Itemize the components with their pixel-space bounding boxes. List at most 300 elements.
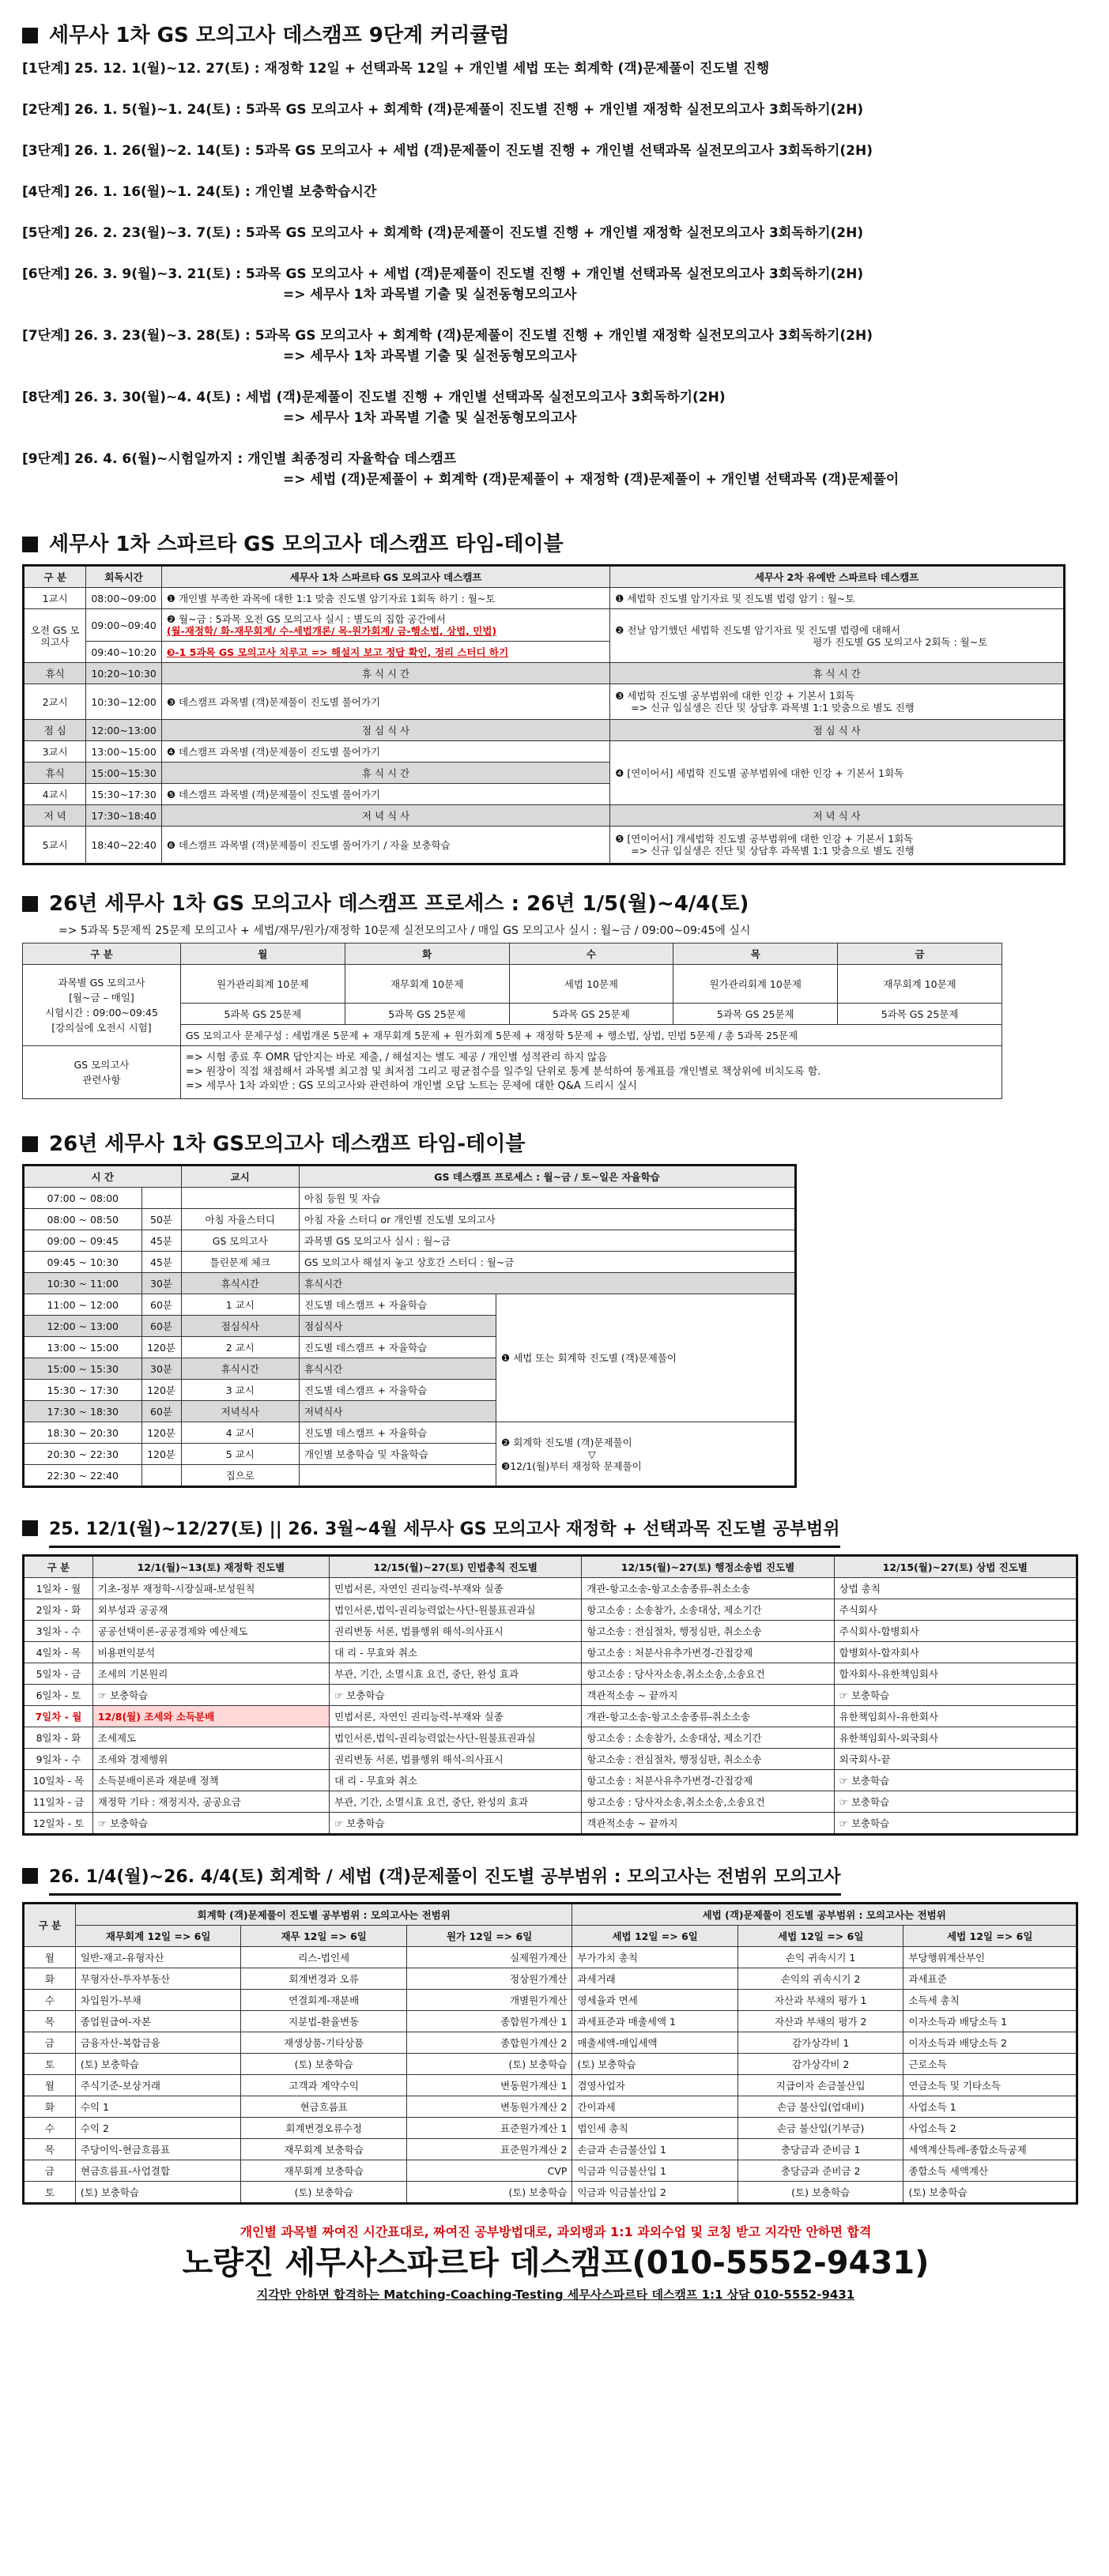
s6-cell: 정상원가계산 (406, 1968, 572, 1990)
s5-cell: 민법서론, 자연인 권리능력-부재와 실종 (330, 1706, 582, 1727)
square-bullet-icon (22, 1868, 38, 1884)
curriculum-stage (22, 182, 1089, 202)
s6-cell: 수 (24, 2118, 76, 2139)
timetable1-heading (22, 531, 1089, 558)
s6-cell: 매출세액-매입세액 (572, 2032, 738, 2054)
pt-cell: 재무회계 10문제 (345, 965, 509, 1004)
gs-cell: 저녁식사 (299, 1401, 496, 1422)
s6-cell: 일반-재고-유형자산 (75, 1947, 241, 1968)
s6-cell: 과세표준 (903, 1968, 1077, 1990)
gs-cell: 아침 자율 스터디 or 개인별 진도별 모의고사 (299, 1209, 795, 1230)
s6-cell: 종합소득 세액계산 (903, 2160, 1077, 2182)
table-row (24, 2096, 1077, 2118)
t1-h3: 세무사 2차 유예반 스파르타 데스캠프 (610, 566, 1065, 588)
t1-line: 평가 진도별 GS 모의고사 2회독 : 월~토 (813, 635, 988, 648)
t1-cell: 1교시 (24, 588, 86, 609)
s6-cell: 변동원가계산 1 (406, 2075, 572, 2096)
scope2-table (22, 1902, 1078, 2205)
t1-cell (610, 684, 1065, 720)
process-title: 26년 세무사 1차 GS 모의고사 데스캠프 프로세스 : 26년 1/5(월)~4/4(토) (49, 892, 749, 916)
gs-cell: 17:30 ~ 18:30 (24, 1401, 142, 1422)
t1-cell: ❶ 개인별 부족한 과목에 대한 1:1 맞춤 진도별 암기자료 1회독 하기 : 월~토 (161, 588, 609, 609)
s5-cell: ☞ 보충학습 (834, 1791, 1077, 1813)
t1-cell: 휴식 (24, 763, 86, 784)
s6-cell: (토) 보충학습 (406, 2054, 572, 2075)
s5-cell: 부관, 기간, 소멸시효 요건, 중단, 완성의 효과 (330, 1791, 582, 1813)
s5-cell: 주식회사-합병회사 (834, 1621, 1077, 1642)
s6-cell: 사업소득 2 (903, 2118, 1077, 2139)
pt-cell: 원가관리회계 10문제 (180, 965, 345, 1004)
gs-cell: 120분 (141, 1444, 181, 1465)
gs-cell: 45분 (141, 1230, 181, 1252)
s5-cell: 1일차 - 월 (24, 1578, 93, 1599)
gs-cell: 08:00 ~ 08:50 (24, 1209, 142, 1230)
s6-cell: 차입원가-부채 (75, 1990, 241, 2011)
s6-cell: 충당금과 준비금 1 (737, 2139, 903, 2160)
t1-cell: 15:30~17:30 (86, 784, 162, 805)
pt-h: 수 (509, 943, 673, 965)
t1-cell (610, 609, 1065, 663)
s5-cell: 비용편익분석 (92, 1642, 329, 1663)
s5-h: 12/15(월)~27(토) 행정소송법 진도별 (582, 1556, 834, 1578)
s5-cell: 대 리 - 무효와 취소 (330, 1770, 582, 1791)
s5-cell: ☞ 보충학습 (92, 1685, 329, 1706)
t1-cell: 17:30~18:40 (86, 805, 162, 827)
s6-cell: 변동원가계산 2 (406, 2096, 572, 2118)
s6-cell: 부가가치 총칙 (572, 1947, 738, 1968)
footer-red-line: 개인별 과목별 짜여진 시간표대로, 짜여진 공부방법대로, 과외뱅과 1:1 과외수업 및 코칭 받고 지각만 안하면 합격 (240, 2224, 872, 2239)
curriculum-stage (22, 449, 1089, 490)
gs-cell: 12:00 ~ 13:00 (24, 1316, 142, 1337)
table-row (24, 1230, 796, 1252)
pt-notes (180, 1046, 1001, 1099)
s5-cell: 조세와 경제행위 (92, 1749, 329, 1770)
table-row (24, 1947, 1077, 1968)
s5-cell: 외부성과 공공재 (92, 1599, 329, 1621)
s5-cell: 개관-항고소송-항고소송종류-취소소송 (582, 1706, 834, 1727)
t1-cell: ❸ 데스캠프 과목별 (객)문제풀이 진도별 풀어가기 (161, 684, 609, 720)
s6-cell: 회계변경과 오류 (241, 1968, 407, 1990)
s6-cell: 과세표준과 매출세액 1 (572, 2011, 738, 2032)
pt-cell: 세법 10문제 (509, 965, 673, 1004)
table-row (24, 2054, 1077, 2075)
gs-side-line: ❸12/1(월)부터 재정학 문제풀이 (501, 1459, 642, 1472)
s5-cell: 2일차 - 화 (24, 1599, 93, 1621)
t1-cell: 오전 GS 모의고사 (24, 609, 86, 663)
gs-cell: 휴식시간 (181, 1358, 299, 1380)
gs-cell: 진도별 데스캠프 + 자율학습 (299, 1337, 496, 1358)
t1-cell: 09:40~10:20 (86, 642, 162, 663)
s6-cell: 자산과 부채의 평가 2 (737, 2011, 903, 2032)
s6-sub: 세법 12일 => 6일 (903, 1926, 1077, 1947)
t1-cell: 휴식 (24, 663, 86, 684)
s6-cell: 손익의 귀속시기 2 (737, 1968, 903, 1990)
s6-cell: 주식기준-보상거래 (75, 2075, 241, 2096)
t1-line-red: (월-재정학/ 화-재무회계/ 수-세법개론/ 목-원가회계/ 금-행소법, 상법, 민법) (166, 625, 497, 637)
table-row (24, 2075, 1077, 2096)
gs-cell: 휴식시간 (299, 1358, 496, 1380)
t1-line: ❷ 전날 암기했던 세법학 진도별 암기자료 및 진도별 법령에 대해서 (615, 623, 901, 636)
s5-cell: 유한책임회사-외국회사 (834, 1727, 1077, 1749)
s5-cell: 조세제도 (92, 1727, 329, 1749)
gs-cell: 집으로 (181, 1465, 299, 1487)
footer-bottom-line: 지각만 안하면 합격하는 Matching-Coaching-Testing 세무사스파르타 데스캠프 1:1 상담 010-5552-9431 (256, 2288, 855, 2302)
t1-line: ❷ 월~금 : 5과목 오전 GS 모의고사 실시 : 별도의 집합 공간에서 (166, 613, 446, 625)
table-row (24, 1663, 1077, 1685)
scope2-title: 26. 1/4(월)~26. 4/4(토) 회계학 / 세법 (객)문제풀이 진도별 공부범위 : 모의고사는 전범위 모의고사 (49, 1864, 841, 1896)
gs-cell: 아침 자율스터디 (181, 1209, 299, 1230)
table-row (24, 1727, 1077, 1749)
t1-cell: 18:40~22:40 (86, 827, 162, 864)
s6-cell: 이자소득과 배당소득 2 (903, 2032, 1077, 2054)
pt-h: 구 분 (23, 943, 181, 965)
t1-cell: ❹ [연이어서] 세법학 진도별 공부범위에 대한 인강 + 기본서 1회독 (610, 741, 1065, 805)
pt-h: 화 (345, 943, 509, 965)
gs-cell: 22:30 ~ 22:40 (24, 1465, 142, 1487)
table-row (24, 1642, 1077, 1663)
curriculum-stage (22, 141, 1089, 161)
gs-cell: 저녁식사 (181, 1401, 299, 1422)
gs-cell: 60분 (141, 1401, 181, 1422)
gs-cell: 휴식시간 (299, 1273, 795, 1294)
s6-cell: 목 (24, 2139, 76, 2160)
t1-line: => 신규 입실생은 진단 및 상담후 과목별 1:1 맞춤으로 별도 진행 (631, 845, 915, 857)
s5-cell: 부관, 기간, 소멸시효 요건, 중단, 완성 효과 (330, 1663, 582, 1685)
t1-cell: 15:00~15:30 (86, 763, 162, 784)
s6-cell: 리스-법인세 (241, 1947, 407, 1968)
pt-cell: 5과목 GS 25문제 (180, 1004, 345, 1025)
table-row (24, 1990, 1077, 2011)
s6-cell: (토) 보충학습 (241, 2182, 407, 2204)
s6-cell: 근로소득 (903, 2054, 1077, 2075)
s5-cell: 항고소송 : 처분사유추가변경-간접강제 (582, 1770, 834, 1791)
t1-cell: 점 심 (24, 720, 86, 741)
s5-cell: ☞ 보충학습 (330, 1813, 582, 1835)
table-row (24, 2032, 1077, 2054)
t1-cell: 점 심 식 사 (161, 720, 609, 741)
t1-cell: 2교시 (24, 684, 86, 720)
t1-cell: ❸-1 5과목 GS 모의고사 치루고 => 해설지 보고 정답 확인, 정리 스터디 하기 (161, 642, 609, 663)
s5-cell: 5일차 - 금 (24, 1663, 93, 1685)
gs-cell: 30분 (141, 1273, 181, 1294)
gs-cell (141, 1188, 181, 1209)
s6-cell: 법인세 총칙 (572, 2118, 738, 2139)
scope2-heading (22, 1864, 1089, 1896)
pt-label-line: 관련사항 (82, 1074, 121, 1086)
s6-group: 회계학 (객)문제풀이 진도별 공부범위 : 모의고사는 전범위 (75, 1904, 572, 1926)
table-row (24, 2139, 1077, 2160)
t1-cell: 08:00~09:00 (86, 588, 162, 609)
gs-cell: 120분 (141, 1380, 181, 1401)
gs-cell: 60분 (141, 1316, 181, 1337)
table-row (24, 2118, 1077, 2139)
table-row (24, 1422, 796, 1444)
stage-subline: => 세법 (객)문제풀이 + 회계학 (객)문제풀이 + 재정학 (객)문제풀이 + 개인별 선택과목 (객)문제풀이 (283, 472, 900, 488)
timetable1 (22, 564, 1066, 865)
gs-cell: 30분 (141, 1358, 181, 1380)
gs-cell: 점심식사 (181, 1316, 299, 1337)
s5-cell: 소득분배이론과 재분배 정책 (92, 1770, 329, 1791)
s6-cell: 금 (24, 2032, 76, 2054)
scope1-body (24, 1578, 1077, 1835)
pt-cell: 5과목 GS 25문제 (838, 1004, 1002, 1025)
process-heading (22, 891, 1089, 917)
square-bullet-icon (22, 1136, 38, 1152)
s5-h: 12/15(월)~27(토) 민법총칙 진도별 (330, 1556, 582, 1578)
s5-cell: 항고소송 : 처분사유추가변경-간접강제 (582, 1642, 834, 1663)
gs-cell: 60분 (141, 1294, 181, 1316)
table-row (24, 1791, 1077, 1813)
t1-cell: 휴 식 시 간 (161, 763, 609, 784)
s6-cell: 자산과 부채의 평가 1 (737, 1990, 903, 2011)
s6-cell: 지급이자 손금불산입 (737, 2075, 903, 2096)
s5-h: 구 분 (24, 1556, 93, 1578)
s6-cell: (토) 보충학습 (737, 2182, 903, 2204)
s5-cell: 9일차 - 수 (24, 1749, 93, 1770)
s5-cell: 4일차 - 목 (24, 1642, 93, 1663)
pt-label-line: [월~금 – 매일] (69, 992, 134, 1004)
s5-cell: 기초-정부 재정학-시장실패-보성원칙 (92, 1578, 329, 1599)
gs-cell (181, 1188, 299, 1209)
t1-cell: 휴 식 시 간 (161, 663, 609, 684)
t1-line: ❸ 세법학 진도별 공부범위에 대한 인강 + 기본서 1회독 (615, 690, 855, 702)
stage-line: [7단계] 26. 3. 23(월)~3. 28(토) : 5과목 GS 모의고사 + 회계학 (객)문제풀이 진도별 진행 + 개인별 재정학 실전모의고사 3회독하기(2H) (22, 328, 873, 344)
s6-cell: 감가상각비 2 (737, 2054, 903, 2075)
gs-cell: 진도별 데스캠프 + 자율학습 (299, 1294, 496, 1316)
square-bullet-icon (22, 896, 38, 912)
s6-cell: 월 (24, 1947, 76, 1968)
s5-cell: 법인서론,법익-권리능력없는사단-원불표권과실 (330, 1727, 582, 1749)
s6-cell: 겸영사업자 (572, 2075, 738, 2096)
t1-cell: 저 녁 식 사 (610, 805, 1065, 827)
pt-cell: 5과목 GS 25문제 (345, 1004, 509, 1025)
curriculum-stages (22, 58, 1089, 490)
s6-cell: 화 (24, 2096, 76, 2118)
stage-line: [5단계] 26. 2. 23(월)~3. 7(토) : 5과목 GS 모의고사 + 회계학 (객)문제풀이 진도별 진행 + 개인별 재정학 실전모의고사 3회독하기(2H) (22, 225, 864, 241)
stage-subline: => 세무사 1차 과목별 기출 및 실전동형모의고사 (283, 410, 577, 426)
s6-cell: 종업원급여-자본 (75, 2011, 241, 2032)
gs-cell: 5 교시 (181, 1444, 299, 1465)
s6-cell: (토) 보충학습 (241, 2054, 407, 2075)
s5-cell: 3일차 - 수 (24, 1621, 93, 1642)
s5-cell: 공공선택이론-공공경제와 예산제도 (92, 1621, 329, 1642)
s6-cell: 현금흐름표-사업결합 (75, 2160, 241, 2182)
gs-cell: 45분 (141, 1252, 181, 1273)
footer-title: 노량진 세무사스파르타 데스캠프(010-5552-9431) (182, 2245, 930, 2281)
pt-cell: 재무회계 10문제 (838, 965, 1002, 1004)
gs-cell: GS 모의고사 해설지 놓고 상호간 스터디 : 월~금 (299, 1252, 795, 1273)
gs-cell: 15:30 ~ 17:30 (24, 1380, 142, 1401)
table-row (24, 1749, 1077, 1770)
t1-h1: 회독시간 (86, 566, 162, 588)
gs-cell: 15:00 ~ 15:30 (24, 1358, 142, 1380)
process-subtitle: => 5과목 5문제씩 25문제 모의고사 + 세법/재무/원가/재정학 10문제 실전모의고사 / 매일 GS 모의고사 실시 : 월~금 / 09:00~09:45에 실시 (58, 925, 751, 937)
t1-cell (610, 827, 1065, 864)
s5-cell: 항고소송 : 전심절차, 행정심판, 취소소송 (582, 1621, 834, 1642)
s6-cell: 목 (24, 2011, 76, 2032)
s6-cell: 연결회계-재분배 (241, 1990, 407, 2011)
s5-cell: 권리변동 서론, 법률행위 해석-의사표시 (330, 1749, 582, 1770)
s6-cell: 주당이익-현금흐름표 (75, 2139, 241, 2160)
table-row (24, 1273, 796, 1294)
s6-cell: (토) 보충학습 (572, 2054, 738, 2075)
table-row (24, 1599, 1077, 1621)
gs-side-line: ▽ (588, 1448, 596, 1460)
s6-cell: (토) 보충학습 (903, 2182, 1077, 2204)
s5-cell: 객관적소송 ~ 끝까지 (582, 1685, 834, 1706)
s5-cell: 대 리 - 무효와 취소 (330, 1642, 582, 1663)
curriculum-title: 세무사 1차 GS 모의고사 데스캠프 9단계 커리큘럼 (49, 24, 510, 47)
table-row (24, 2182, 1077, 2204)
s5-cell: 주식회사 (834, 1599, 1077, 1621)
s6-cell: 재생상품-기타상품 (241, 2032, 407, 2054)
table-row (24, 1209, 796, 1230)
pt-cell: 5과목 GS 25문제 (673, 1004, 838, 1025)
t1-h0: 구 분 (24, 566, 86, 588)
s6-cell: 회계변경오류수정 (241, 2118, 407, 2139)
s6-cell: 과세거래 (572, 1968, 738, 1990)
gs-cell: 틀린문제 체크 (181, 1252, 299, 1273)
pt-label-line: 과목별 GS 모의고사 (58, 977, 145, 989)
t1-cell: 휴 식 시 간 (610, 663, 1065, 684)
gs-cell: 07:00 ~ 08:00 (24, 1188, 142, 1209)
s6-cell: 수 (24, 1990, 76, 2011)
gs-cell: 11:00 ~ 12:00 (24, 1294, 142, 1316)
s5-cell: 법인서론,법익-권리능력없는사단-원불표권과실 (330, 1599, 582, 1621)
s5-cell: 외국회사-끝 (834, 1749, 1077, 1770)
s6-cell: (토) 보충학습 (75, 2054, 241, 2075)
s6-sub: 재무회계 12일 => 6일 (75, 1926, 241, 1947)
s5-cell: 재정학 기타 : 재정지자, 공공요금 (92, 1791, 329, 1813)
s6-cell: 세액계산특례-종합소득공제 (903, 2139, 1077, 2160)
t1-cell: 저 녁 식 사 (161, 805, 609, 827)
s5-cell: 10일차 - 목 (24, 1770, 93, 1791)
pt-cell: 원가관리회계 10문제 (673, 965, 838, 1004)
s5-cell: ☞ 보충학습 (834, 1770, 1077, 1791)
table-row (24, 1294, 796, 1316)
curriculum-stage (22, 223, 1089, 243)
s6-cell: 재무회계 보충학습 (241, 2160, 407, 2182)
s6-cell: 고객과 계약수익 (241, 2075, 407, 2096)
s5-cell: 12일차 - 토 (24, 1813, 93, 1835)
t1-line: => 신규 입실생은 진단 및 상담후 과목별 1:1 맞춤으로 별도 진행 (631, 702, 915, 714)
stage-line: [4단계] 26. 1. 16(월)~1. 24(토) : 개인별 보충학습시간 (22, 184, 377, 200)
s6-cell: 충당금과 준비금 2 (737, 2160, 903, 2182)
s6-sub: 재무 12일 => 6일 (241, 1926, 407, 1947)
s5-cell: 12/8(월) 조세와 소득분배 (92, 1706, 329, 1727)
s6-cell: 표준원가계산 1 (406, 2118, 572, 2139)
s6-cell: CVP (406, 2160, 572, 2182)
s6-cell: 재무회계 보충학습 (241, 2139, 407, 2160)
t1-cell: ❶ 세법학 진도별 암기자료 및 진도별 법령 암기 : 월~토 (610, 588, 1065, 609)
stage-line: [9단계] 26. 4. 6(월)~시험일까지 : 개인별 최종정리 자율학습 데스캠프 (22, 451, 457, 467)
table-row (24, 1813, 1077, 1835)
footer (22, 2222, 1089, 2303)
s5-cell: 권리변동 서론, 법률행위 해석-의사표시 (330, 1621, 582, 1642)
gs-h: GS 데스캠프 프로세스 : 월~금 / 토~일은 자율학습 (299, 1166, 795, 1188)
s6-cell: 손금 불산입(업대비) (737, 2096, 903, 2118)
s5-h: 12/15(월)~27(토) 상법 진도별 (834, 1556, 1077, 1578)
t1-cell: 저 녁 (24, 805, 86, 827)
s5-cell: 합병회사-합자회사 (834, 1642, 1077, 1663)
s6-cell: 금 (24, 2160, 76, 2182)
t1-cell: 4교시 (24, 784, 86, 805)
t1-line: ❺ [연이어서] 개세법학 진도별 공부범위에 대한 인강 + 기본서 1회독 (615, 833, 914, 845)
s6-cell: 실제원가계산 (406, 1947, 572, 1968)
s6-cell: 무형자산-투자부동산 (75, 1968, 241, 1990)
gs-cell (141, 1465, 181, 1487)
gs-cell: 18:30 ~ 20:30 (24, 1422, 142, 1444)
t1-cell: 10:20~10:30 (86, 663, 162, 684)
s6-cell: 연금소득 및 기타소득 (903, 2075, 1077, 2096)
timetable1-title: 세무사 1차 스파르타 GS 모의고사 데스캠프 타임-테이블 (49, 533, 564, 556)
t1-cell: 09:00~09:40 (86, 609, 162, 642)
pt-h: 목 (673, 943, 838, 965)
stage-line: [3단계] 26. 1. 26(월)~2. 14(토) : 5과목 GS 모의고사 + 세법 (객)문제풀이 진도별 진행 + 개인별 선택과목 실전모의고사 3회독하기(2H) (22, 143, 873, 159)
curriculum-stage (22, 387, 1089, 428)
gs-timetable-heading (22, 1131, 1089, 1158)
s5-cell: 객관적소송 ~ 끝까지 (582, 1813, 834, 1835)
s5-cell: ☞ 보충학습 (330, 1685, 582, 1706)
pt-note: => 시험 종료 후 OMR 답안지는 바로 제출, / 해설지는 별도 제공 / 개인별 성적관리 하지 않음 (185, 1052, 608, 1064)
t1-cell: 3교시 (24, 741, 86, 763)
table-row (24, 1685, 1077, 1706)
s6-sub: 원가 12일 => 6일 (406, 1926, 572, 1947)
s6-cell: 이자소득과 배당소득 1 (903, 2011, 1077, 2032)
gs-timetable-title: 26년 세무사 1차 GS모의고사 데스캠프 타임-테이블 (49, 1132, 526, 1156)
table-row (24, 2160, 1077, 2182)
curriculum-stage (22, 100, 1089, 120)
s6-cell: 현금흐름표 (241, 2096, 407, 2118)
table-row (24, 1968, 1077, 1990)
pt-label-line: [강의실에 오전시 시험] (51, 1022, 152, 1034)
s6-cell: 손익 귀속시기 1 (737, 1947, 903, 1968)
curriculum-stage (22, 264, 1089, 305)
pt-cell: 5과목 GS 25문제 (509, 1004, 673, 1025)
gs-side-note: ❶ 세법 또는 회계학 진도별 (객)문제풀이 (496, 1294, 796, 1422)
gs-cell: 13:00 ~ 15:00 (24, 1337, 142, 1358)
s6-cell: 수익 1 (75, 2096, 241, 2118)
table-row (24, 1621, 1077, 1642)
s6-cell: 개별원가계산 (406, 1990, 572, 2011)
table-row (24, 2011, 1077, 2032)
s5-cell: 상법 총칙 (834, 1578, 1077, 1599)
s5-cell: 조세의 기본원리 (92, 1663, 329, 1685)
gs-h: 교시 (181, 1166, 299, 1188)
s6-cell: 토 (24, 2054, 76, 2075)
stage-subline: => 세무사 1차 과목별 기출 및 실전동형모의고사 (283, 348, 577, 364)
s5-cell: 합자회사-유한책임회사 (834, 1663, 1077, 1685)
s6-cell: (토) 보충학습 (75, 2182, 241, 2204)
scope1-heading (22, 1516, 1089, 1548)
curriculum-stage (22, 58, 1089, 79)
gs-cell: 과목별 GS 모의고사 실시 : 월~금 (299, 1230, 795, 1252)
s6-cell: 감가상각비 1 (737, 2032, 903, 2054)
s5-cell: 항고소송 : 당사자소송,취소소송,소송요건 (582, 1791, 834, 1813)
t1-cell: 13:00~15:00 (86, 741, 162, 763)
s5-cell: 8일차 - 화 (24, 1727, 93, 1749)
s6-cell: 소득세 총칙 (903, 1990, 1077, 2011)
t1-h2: 세무사 1차 스파르타 GS 모의고사 데스캠프 (161, 566, 609, 588)
s5-cell: ☞ 보충학습 (834, 1813, 1077, 1835)
gs-body (24, 1188, 796, 1487)
gs-cell: 10:30 ~ 11:00 (24, 1273, 142, 1294)
gs-cell: 개인별 보충학습 및 자율학습 (299, 1444, 496, 1465)
pt-h: 월 (180, 943, 345, 965)
s5-cell: 6일차 - 토 (24, 1685, 93, 1706)
gs-cell: 2 교시 (181, 1337, 299, 1358)
square-bullet-icon (22, 28, 38, 43)
